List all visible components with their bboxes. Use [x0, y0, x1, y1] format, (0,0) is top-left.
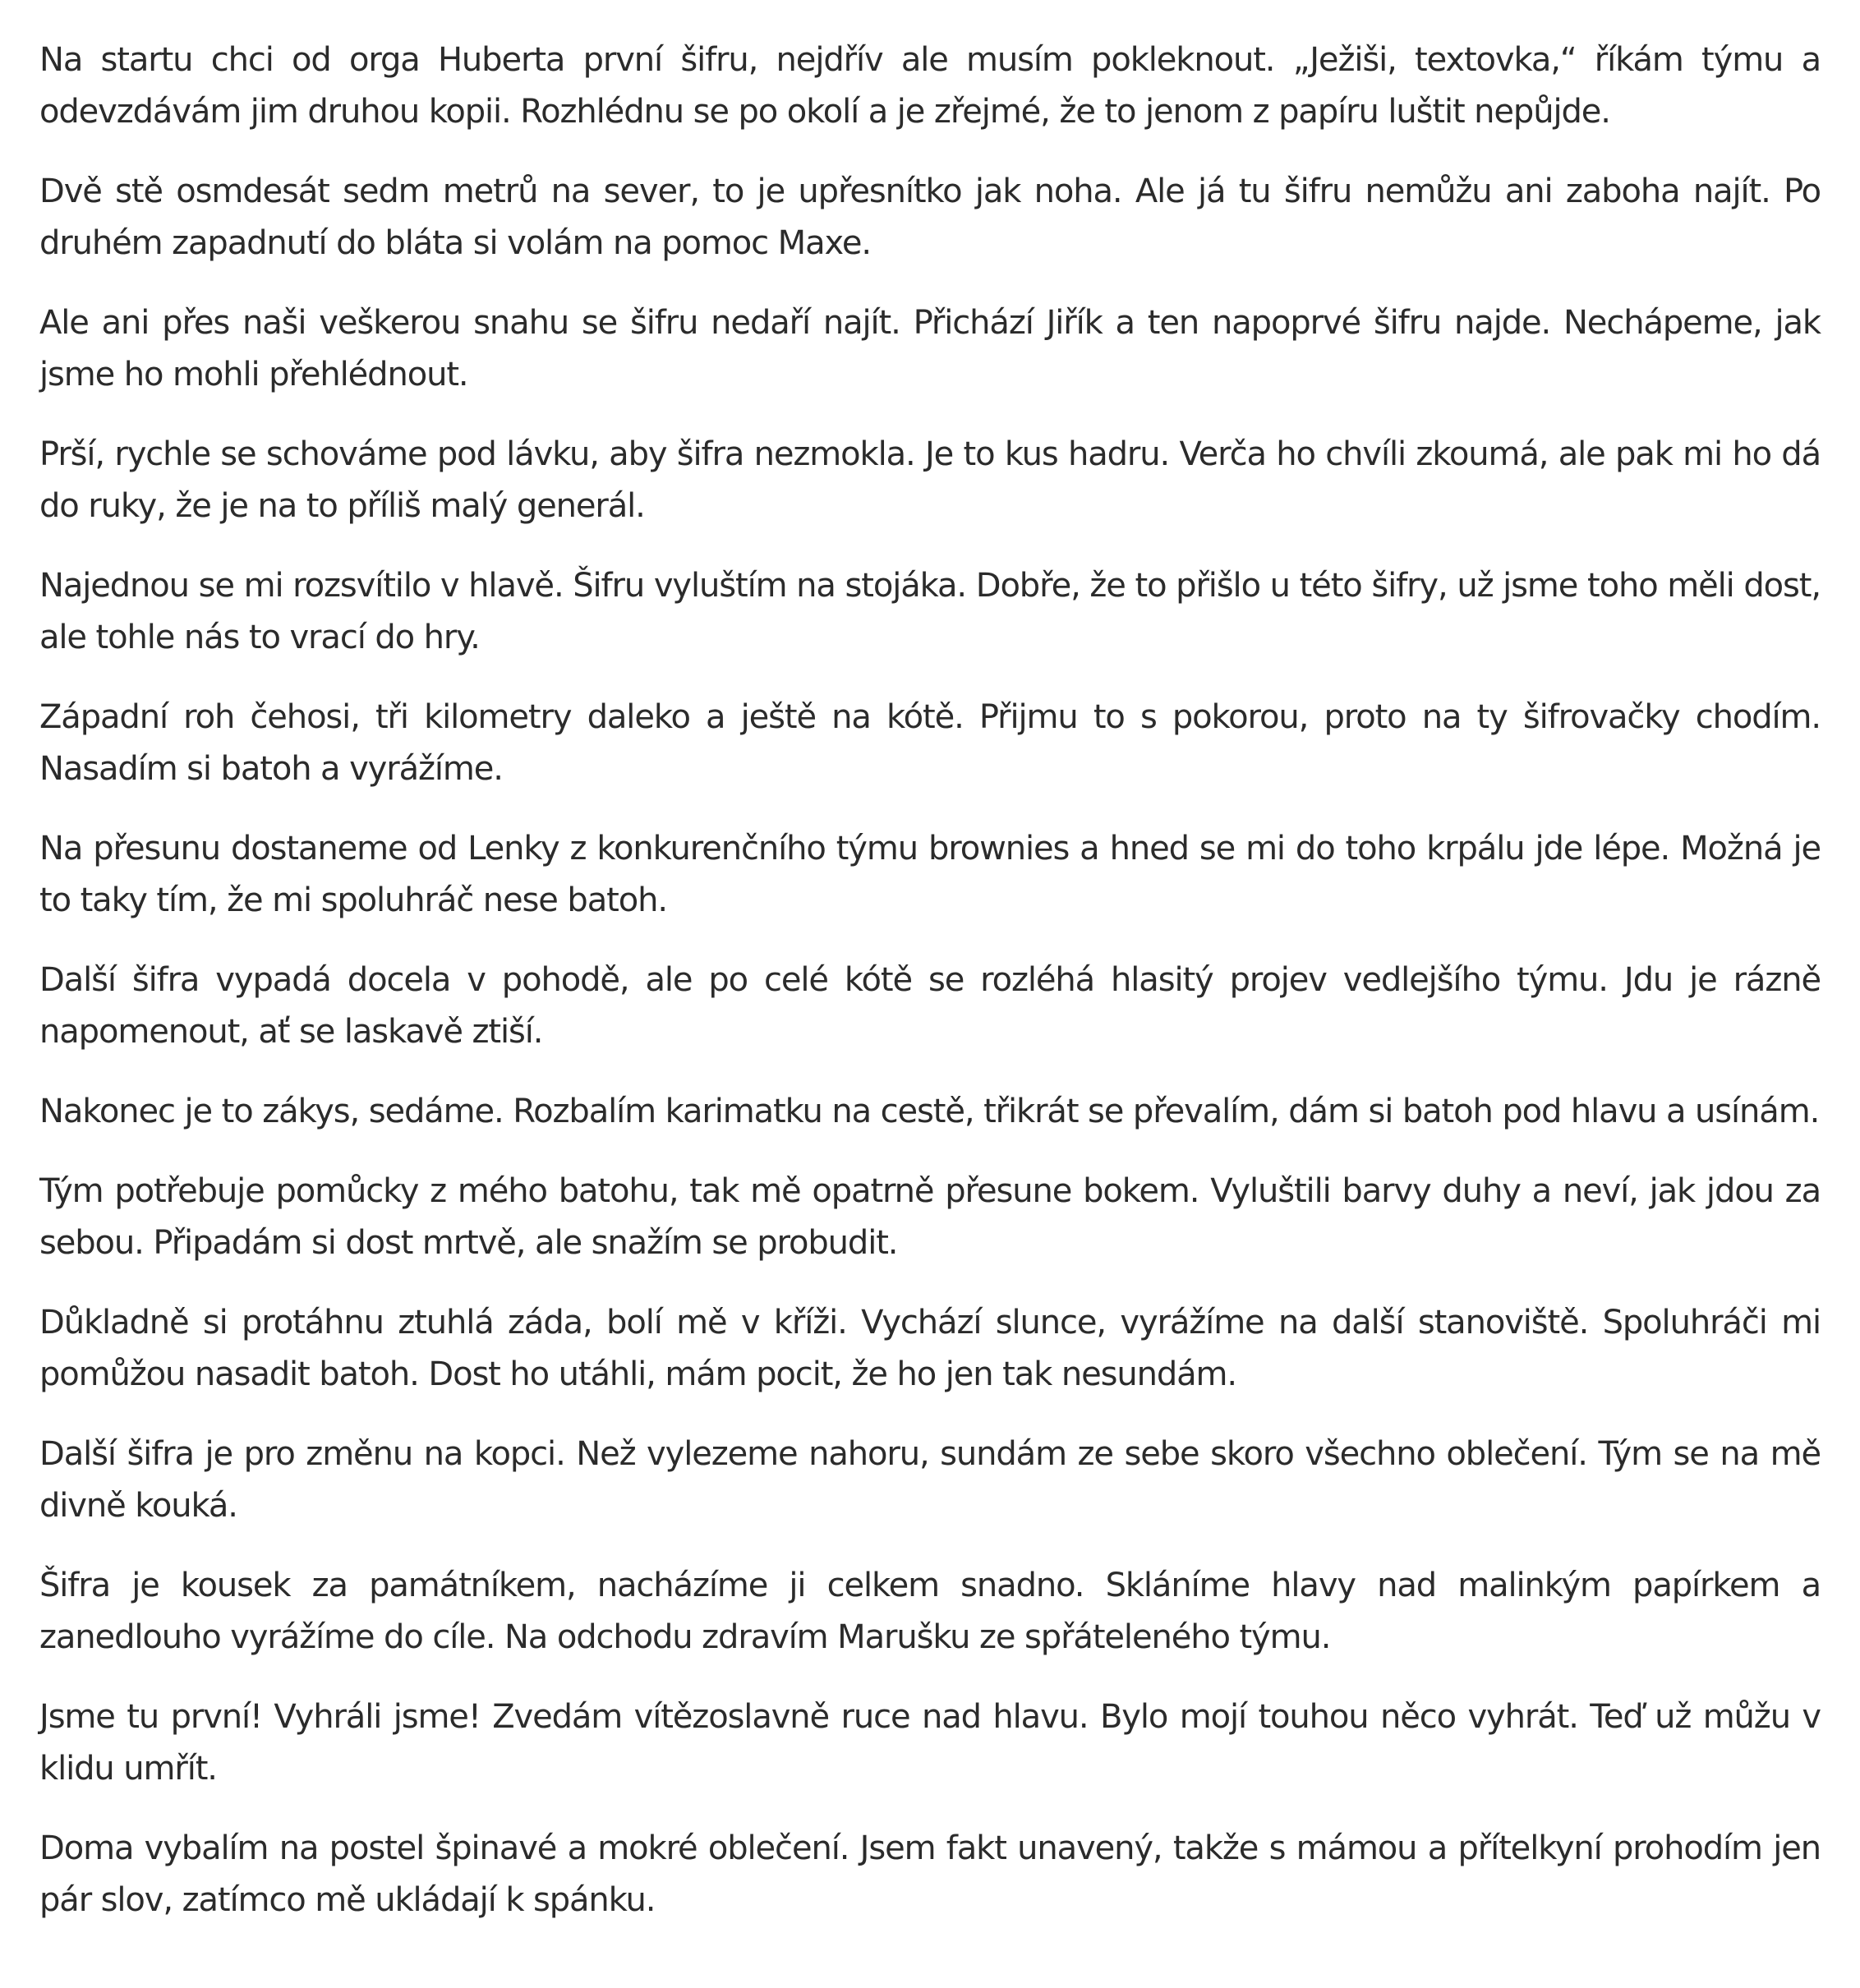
paragraph-9: Nakonec je to zákys, sedáme. Rozbalím karimatku na cestě, třikrát se převalím, dám si batoh pod hlavu a usínám.	[39, 1093, 1820, 1130]
paragraph-5: Najednou se mi rozsvítilo v hlavě. Šifru vyluštím na stojáka. Dobře, že to přišlo u této šifry, už jsme toho měli dost, ale tohle nás to vrací do hry.	[39, 567, 1821, 656]
paragraph-1: Na startu chci od orga Huberta první šifru, nejdřív ale musím pokleknout. „Ježiši, textovka,“ říkám týmu a odevzdávám jim druhou kopii. Rozhlédnu se po okolí a je zřejmé, že to jenom z papíru luštit nepůjde.	[39, 41, 1821, 131]
paragraph-4: Prší, rychle se schováme pod lávku, aby šifra nezmokla. Je to kus hadru. Verča ho chvíli zkoumá, ale pak mi ho dá do ruky, že je na to příliš malý generál.	[39, 435, 1821, 525]
paragraph-7: Na přesunu dostaneme od Lenky z konkurenčního týmu brownies a hned se mi do toho krpálu jde lépe. Možná je to taky tím, že mi spoluhráč nese batoh.	[39, 830, 1821, 919]
paragraph-6: Západní roh čehosi, tři kilometry daleko a ještě na kótě. Přijmu to s pokorou, proto na ty šifrovačky chodím. Nasadím si batoh a vyrážíme.	[39, 698, 1821, 788]
paragraph-3: Ale ani přes naši veškerou snahu se šifru nedaří najít. Přichází Jiřík a ten napoprvé šifru najde. Nechápeme, jak jsme ho mohli přehlédnout.	[39, 304, 1821, 393]
paragraph-14: Jsme tu první! Vyhráli jsme! Zvedám vítězoslavně ruce nad hlavu. Bylo mojí touhou něco vyhrát. Teď už můžu v klidu umřít.	[39, 1698, 1821, 1788]
paragraph-2: Dvě stě osmdesát sedm metrů na sever, to je upřesnítko jak noha. Ale já tu šifru nemůžu ani zaboha najít. Po druhém zapadnutí do bláta si volám na pomoc Maxe.	[39, 173, 1821, 262]
paragraph-13: Šifra je kousek za památníkem, nacházíme ji celkem snadno. Skláníme hlavy nad malinkým papírkem a zanedlouho vyrážíme do cíle. Na odchodu zdravím Marušku ze spřáteleného týmu.	[39, 1567, 1821, 1656]
paragraph-8: Další šifra vypadá docela v pohodě, ale po celé kótě se rozléhá hlasitý projev vedlejšího týmu. Jdu je rázně napomenout, ať se laskavě ztiší.	[39, 961, 1821, 1051]
paragraph-15: Doma vybalím na postel špinavé a mokré oblečení. Jsem fakt unavený, takže s mámou a přítelkyní prohodím jen pár slov, zatímco mě ukládají k spánku.	[39, 1829, 1821, 1919]
paragraph-12: Další šifra je pro změnu na kopci. Než vylezeme nahoru, sundám ze sebe skoro všechno oblečení. Tým se na mě divně kouká.	[39, 1435, 1821, 1525]
paragraph-10: Tým potřebuje pomůcky z mého batohu, tak mě opatrně přesune bokem. Vyluštili barvy duhy a neví, jak jdou za sebou. Připadám si dost mrtvě, ale snažím se probudit.	[39, 1172, 1821, 1262]
paragraph-11: Důkladně si protáhnu ztuhlá záda, bolí mě v kříži. Vychází slunce, vyrážíme na další stanoviště. Spoluhráči mi pomůžou nasadit batoh. Dost ho utáhli, mám pocit, že ho jen tak nesundám.	[39, 1304, 1821, 1393]
